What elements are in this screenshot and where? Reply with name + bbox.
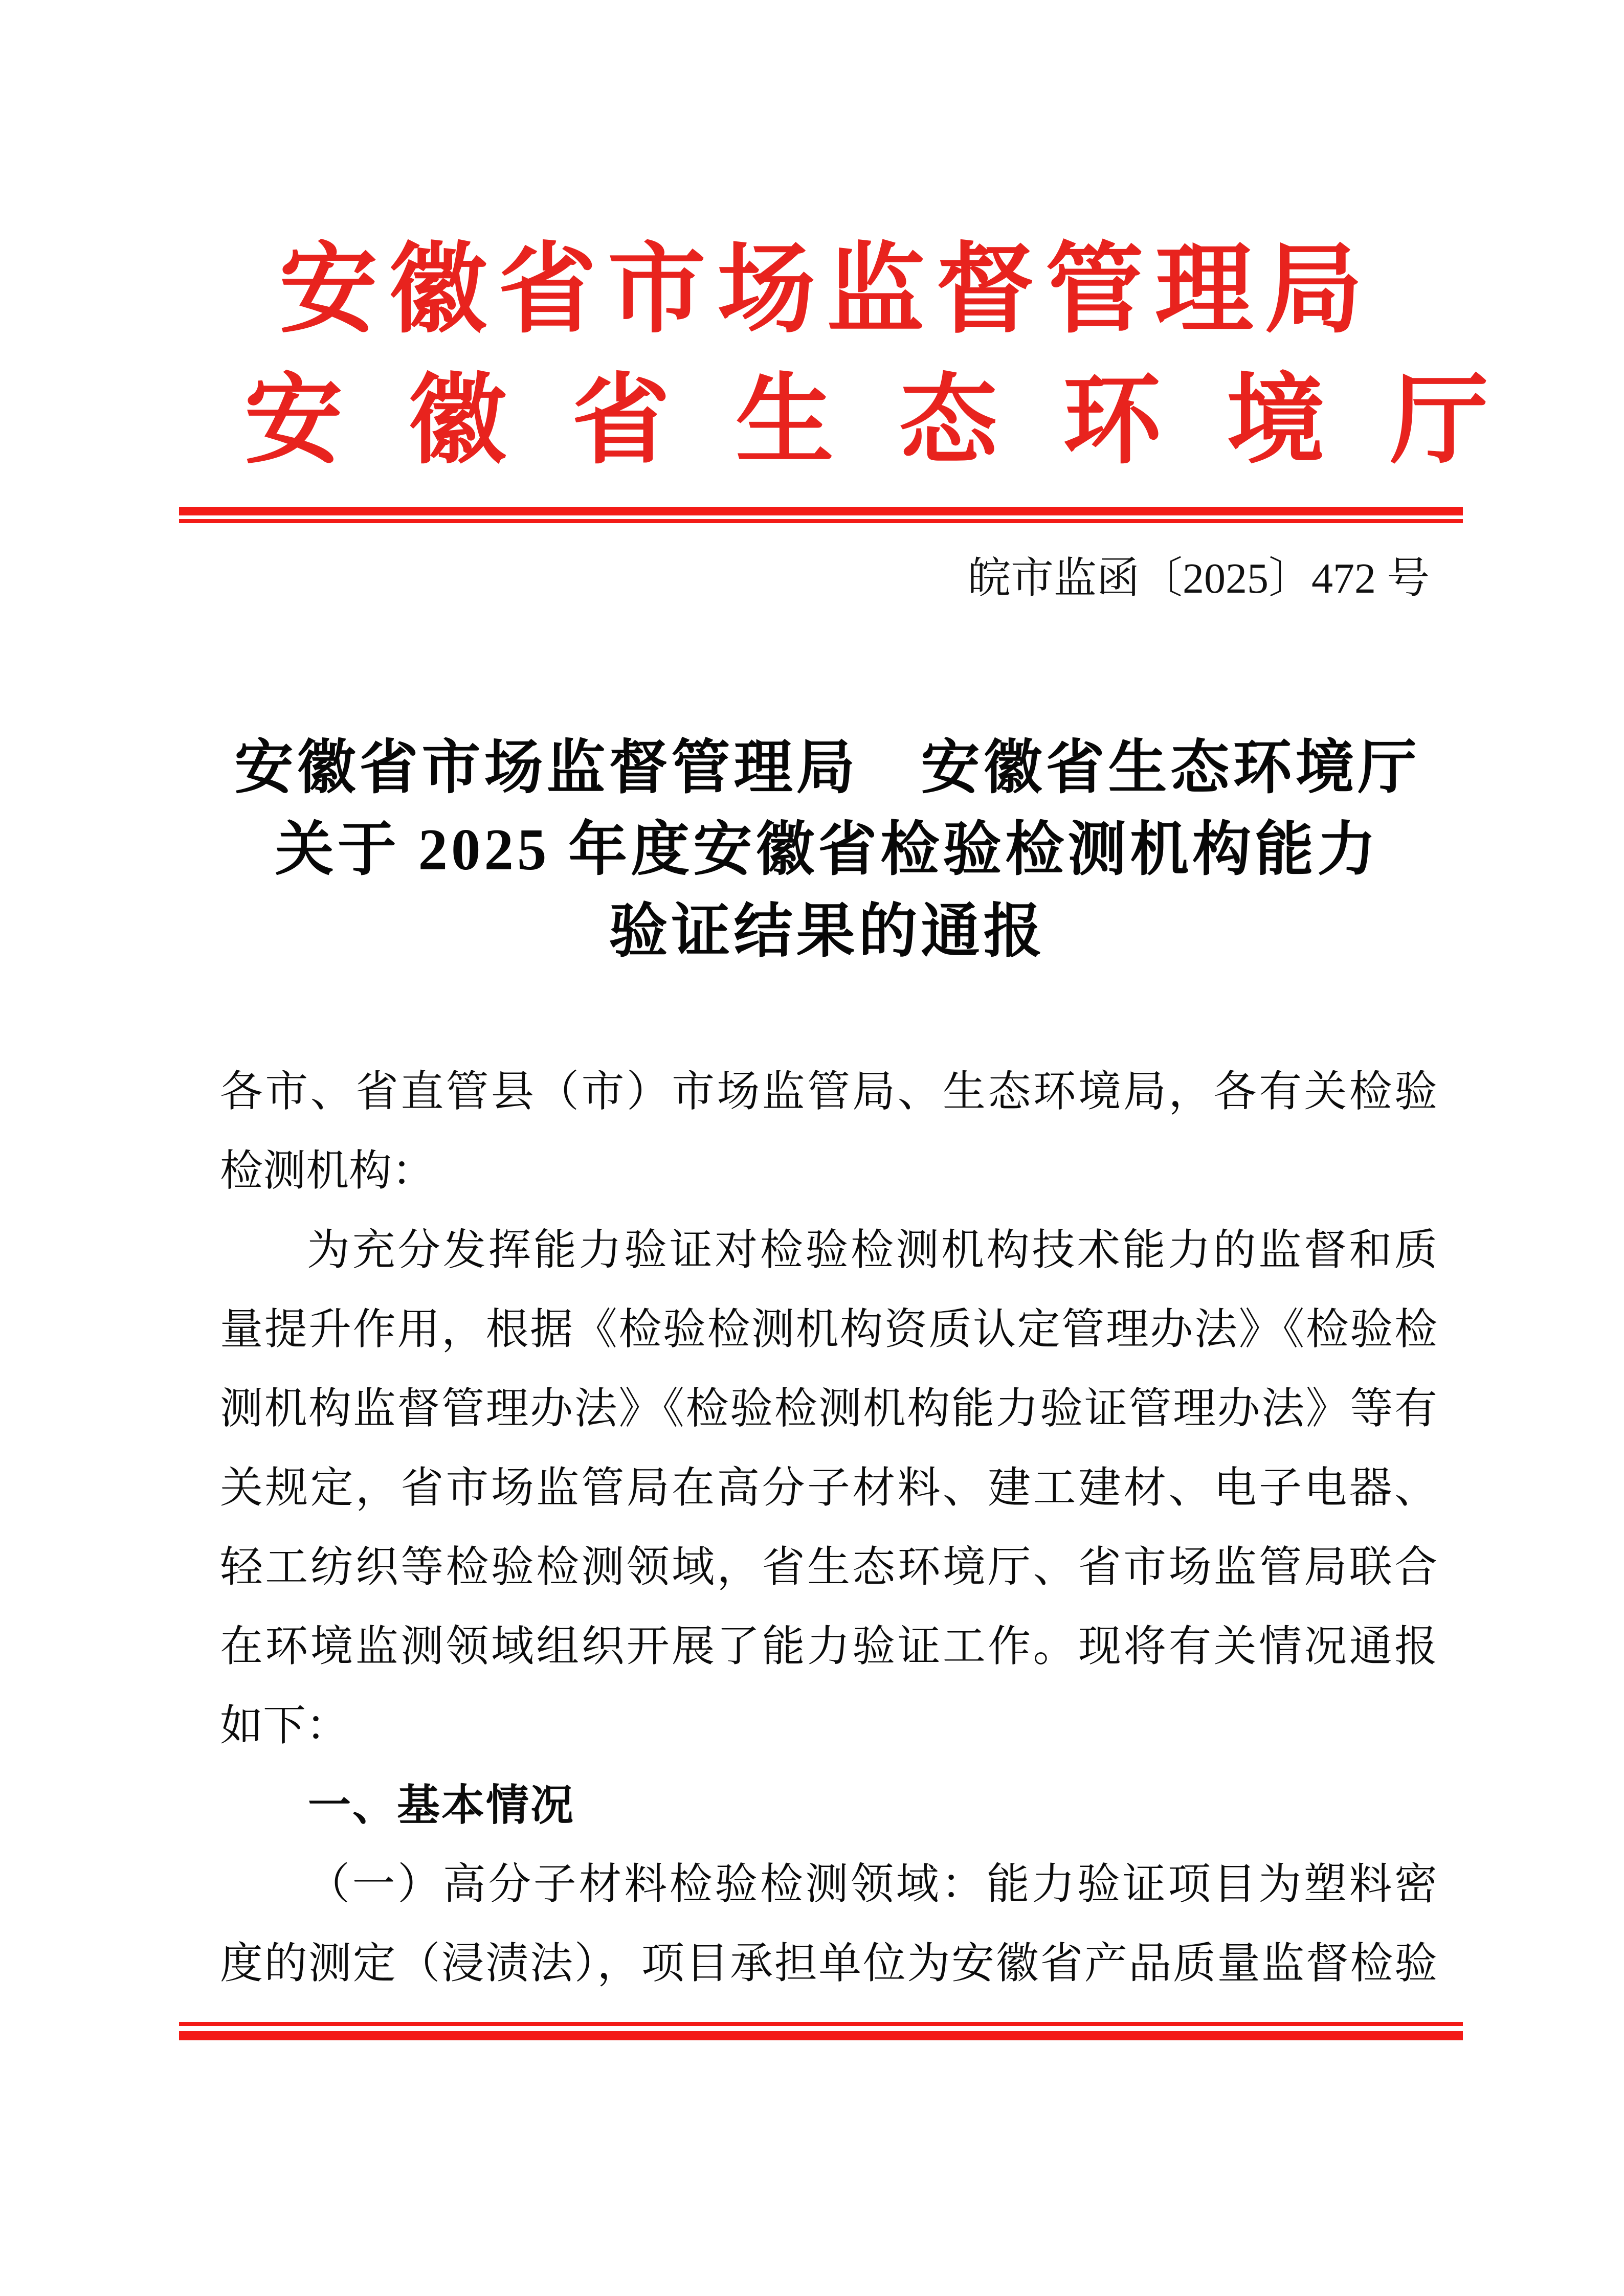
document-body [220, 1052, 1437, 2004]
body-line-para1-3: 测机构监督管理办法》《检验检测机构能力验证管理办法》等有 [220, 1385, 1437, 1433]
title-line-1: 安徽省市场监督管理局 安徽省生态环境厅 [234, 735, 1420, 800]
header-rule-thin [179, 519, 1463, 523]
body-line-salutation-2: 检测机构： [220, 1147, 435, 1195]
body-line-para1-4: 关规定，省市场监管局在高分子材料、建工建材、电子电器、 [220, 1465, 1437, 1512]
document-title [217, 727, 1437, 973]
header-rule-thick [179, 507, 1463, 515]
body-line-salutation-1: 各市、省直管县（市）市场监管局、生态环境局，各有关检验 [220, 1068, 1437, 1116]
document-number: 皖市监函〔2025〕472 号 [967, 555, 1430, 602]
body-line-para1-7: 如下： [220, 1702, 349, 1750]
body-line-para1-2: 量提升作用，根据《检验检测机构资质认定管理办法》《检验检 [220, 1306, 1437, 1354]
title-line-2: 关于 2025 年度安徽省检验检测机构能力 [275, 817, 1380, 882]
footer-rule-thin [179, 2022, 1463, 2026]
body-line-para2-2: 度的测定（浸渍法），项目承担单位为安徽省产品质量监督检验 [220, 1940, 1437, 1988]
section-heading-1: 一、基本情况 [308, 1781, 575, 1829]
footer-rule-thick [179, 2031, 1463, 2040]
body-line-para1-1: 为充分发挥能力验证对检验检测机构技术能力的监督和质 [307, 1227, 1437, 1274]
agency-name-line-1: 安徽省市场监督管理局 [279, 236, 1374, 345]
body-line-para2-1: （一）高分子材料检验检测领域：能力验证项目为塑料密 [307, 1861, 1437, 1908]
body-line-para1-5: 轻工纺织等检验检测领域，省生态环境厅、省市场监管局联合 [220, 1544, 1437, 1591]
body-line-para1-6: 在环境监测领域组织开展了能力验证工作。现将有关情况通报 [220, 1623, 1437, 1671]
agency-name-line-2: 安徽省生态环境厅 [244, 367, 1554, 476]
title-line-3: 验证结果的通报 [609, 899, 1046, 964]
